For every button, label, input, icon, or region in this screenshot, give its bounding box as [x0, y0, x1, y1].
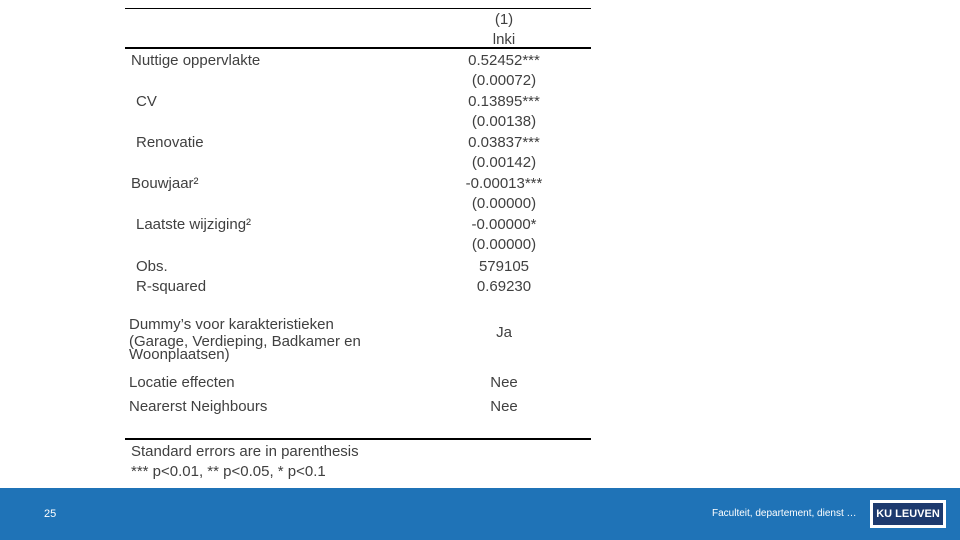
table-note-significance: *** p<0.01, ** p<0.05, * p<0.1 [131, 463, 326, 480]
coef-laatste-wijziging: -0.00000* [471, 216, 537, 233]
stat-value-obs: 579105 [478, 258, 530, 275]
control-value-neighbours: Nee [490, 398, 518, 415]
row-label-laatste-wijziging: Laatste wijziging² [136, 216, 252, 233]
control-label-locatie: Locatie effecten [129, 374, 235, 391]
coef-renovatie: 0.03837*** [468, 134, 540, 151]
stat-label-obs: Obs. [136, 258, 168, 275]
control-label-neighbours: Nearerst Neighbours [129, 398, 268, 415]
se-laatste-wijziging: (0.00000) [471, 236, 537, 253]
column-variable: lnki [492, 31, 516, 48]
coef-bouwjaar: -0.00013*** [465, 175, 543, 192]
column-number: (1) [494, 11, 514, 28]
stat-value-r-squared: 0.69230 [476, 278, 532, 295]
row-label-cv: CV [136, 93, 157, 110]
stat-label-r-squared: R-squared [136, 278, 207, 295]
se-renovatie: (0.00142) [471, 154, 537, 171]
se-nuttige-oppervlakte: (0.00072) [471, 72, 537, 89]
row-label-nuttige-oppervlakte: Nuttige oppervlakte [131, 52, 261, 69]
control-label-dummies-line2: (Garage, Verdieping, Badkamer en [129, 333, 361, 350]
footer-text: Faculteit, departement, dienst … [712, 508, 857, 519]
table-top-rule [125, 8, 591, 9]
control-value-dummies: Ja [496, 324, 512, 341]
control-label-dummies-line1: Dummy’s voor karakteristieken [129, 316, 334, 333]
table-note-standard-errors: Standard errors are in parenthesis [131, 443, 359, 460]
logo-text: KU LEUVEN [873, 503, 943, 525]
control-value-locatie: Nee [490, 374, 518, 391]
row-label-bouwjaar: Bouwjaar² [131, 175, 199, 192]
row-label-renovatie: Renovatie [136, 134, 204, 151]
coef-cv: 0.13895*** [468, 93, 540, 110]
ku-leuven-logo [870, 500, 946, 528]
control-label-dummies-line3: Woonplaatsen) [129, 346, 230, 363]
page-number: 25 [44, 508, 57, 520]
se-cv: (0.00138) [471, 113, 537, 130]
se-bouwjaar: (0.00000) [471, 195, 537, 212]
coef-nuttige-oppervlakte: 0.52452*** [468, 52, 540, 69]
table-bottom-rule [125, 438, 591, 440]
